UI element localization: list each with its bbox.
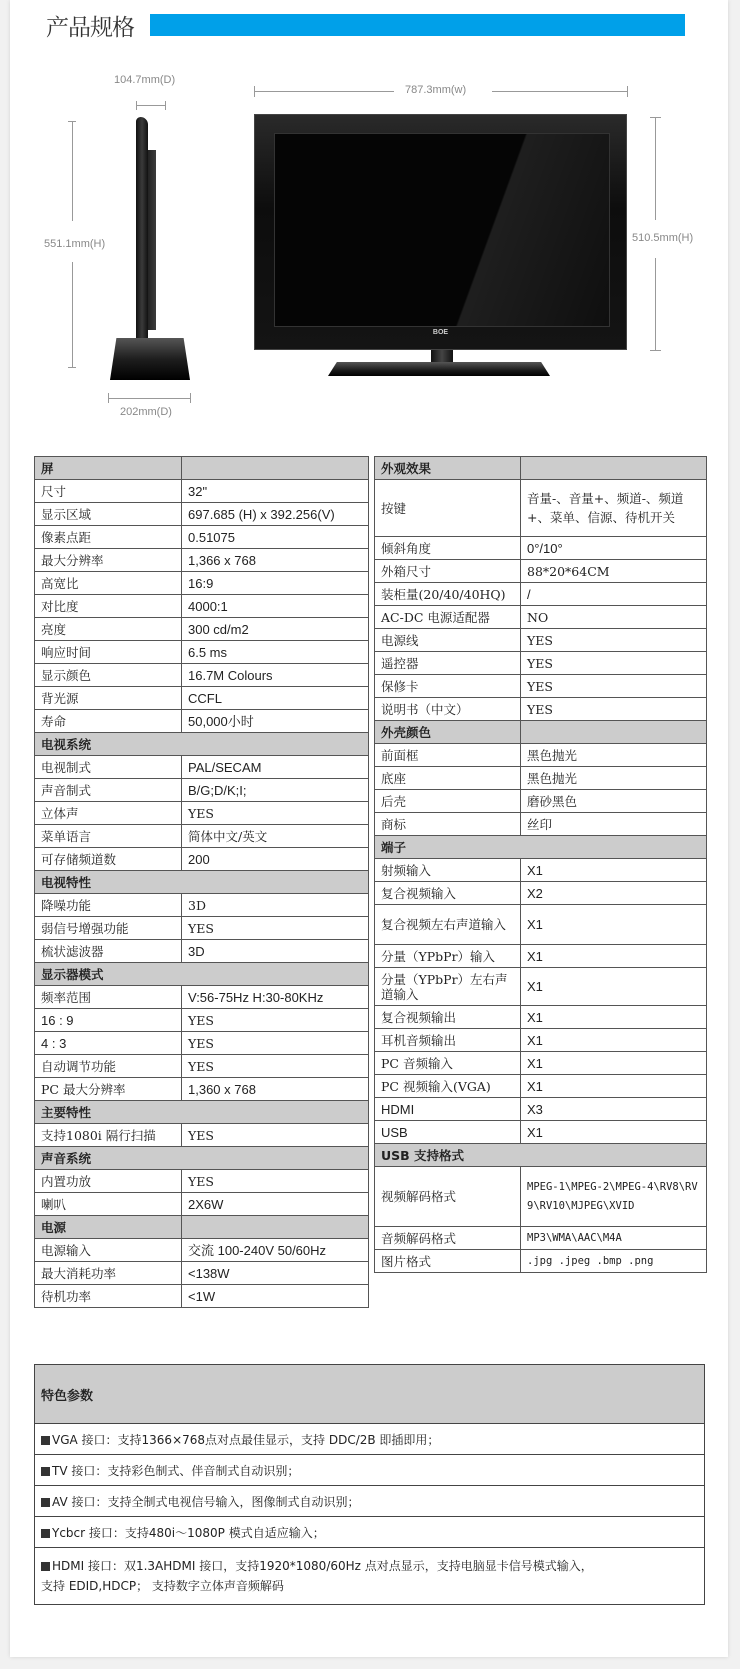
table-row <box>35 1032 369 1055</box>
spec-label: 16 : 9 <box>35 1009 182 1032</box>
side-height-line-top <box>72 121 73 221</box>
table-row <box>35 825 369 848</box>
spec-label: 尺寸 <box>35 480 182 503</box>
table-row <box>35 1193 369 1216</box>
table-row <box>375 1121 707 1144</box>
spec-label: 最大分辨率 <box>35 549 182 572</box>
table-row <box>375 629 707 652</box>
table-row <box>35 1124 369 1147</box>
table-row <box>375 1052 707 1075</box>
page-title: 产品规格 <box>46 15 134 41</box>
table-row <box>35 1055 369 1078</box>
spec-label: 亮度 <box>35 618 182 641</box>
spec-label: 寿命 <box>35 710 182 733</box>
front-height-tick-top <box>650 117 661 118</box>
spec-value: 4000:1 <box>182 595 369 618</box>
side-height-tick-bottom <box>68 367 76 368</box>
side-depth-tick-left <box>136 101 137 110</box>
front-height-tick-bottom <box>650 350 661 351</box>
spec-table-right <box>374 456 707 1273</box>
section-header-row <box>35 963 369 986</box>
table-row <box>35 1078 369 1101</box>
spec-label: PC 最大分辨率 <box>35 1078 182 1101</box>
feature-item: AV 接口：支持全制式电视信号输入，图像制式自动识别； <box>35 1486 705 1517</box>
spec-value: 200 <box>182 848 369 871</box>
features-title: 特色参数 <box>35 1365 705 1424</box>
spec-value: 2X6W <box>182 1193 369 1216</box>
square-bullet-icon <box>41 1467 50 1476</box>
spec-label: 4 : 3 <box>35 1032 182 1055</box>
table-row <box>375 675 707 698</box>
spec-value: YES <box>521 629 707 652</box>
table-row <box>35 549 369 572</box>
spec-value: YES <box>521 675 707 698</box>
spec-label: 电源线 <box>375 629 521 652</box>
tv-front-view <box>254 114 627 350</box>
spec-value: 16:9 <box>182 572 369 595</box>
spec-value: X1 <box>521 1052 707 1075</box>
section-title: 电视系统 <box>35 733 369 756</box>
spec-value: 3D <box>182 894 369 917</box>
spec-value: YES <box>182 1124 369 1147</box>
spec-table-left <box>34 456 369 1308</box>
spec-label: PC 视频输入(VGA) <box>375 1075 521 1098</box>
spec-label: 高宽比 <box>35 572 182 595</box>
spec-label: 装柜量(20/40/40HQ) <box>375 583 521 606</box>
section-blank-cell <box>521 721 707 744</box>
section-blank-cell <box>182 1216 369 1239</box>
side-base-label: 202mm(D) <box>120 406 172 418</box>
table-row <box>375 652 707 675</box>
table-row <box>35 756 369 779</box>
table-row <box>35 1009 369 1032</box>
front-height-line-bottom <box>655 258 656 351</box>
spec-value: MPEG-1\MPEG-2\MPEG-4\RV8\RV9\RV10\MJPEG\XVID <box>521 1167 707 1227</box>
section-header-row <box>35 457 369 480</box>
table-row <box>35 480 369 503</box>
spec-label: AC-DC 电源适配器 <box>375 606 521 629</box>
spec-value: 50,000小时 <box>182 710 369 733</box>
table-row <box>35 848 369 871</box>
front-width-tick-left <box>254 86 255 97</box>
spec-label: PC 音频输入 <box>375 1052 521 1075</box>
side-height-line-bottom <box>72 262 73 367</box>
feature-item: VGA 接口：支持1366×768点对点最佳显示，支持 DDC/2B 即插即用； <box>35 1424 705 1455</box>
spec-label: 背光源 <box>35 687 182 710</box>
section-header-row <box>35 871 369 894</box>
tv-side-back <box>148 150 156 330</box>
feature-item: TV 接口：支持彩色制式、伴音制式自动识别； <box>35 1455 705 1486</box>
section-header-row <box>375 836 707 859</box>
spec-label: 电视制式 <box>35 756 182 779</box>
table-row <box>375 744 707 767</box>
spec-label: 立体声 <box>35 802 182 825</box>
spec-label: 声音制式 <box>35 779 182 802</box>
spec-value: 简体中文/英文 <box>182 825 369 848</box>
spec-value: X3 <box>521 1098 707 1121</box>
section-title: 电源 <box>35 1216 182 1239</box>
spec-label: 耳机音频输出 <box>375 1029 521 1052</box>
spec-label: 像素点距 <box>35 526 182 549</box>
section-header-row <box>35 1147 369 1170</box>
spec-value: X1 <box>521 968 707 1006</box>
spec-label: 可存储频道数 <box>35 848 182 871</box>
spec-value: YES <box>182 1170 369 1193</box>
spec-value: 88*20*64CM <box>521 560 707 583</box>
spec-label: 自动调节功能 <box>35 1055 182 1078</box>
spec-value: 300 cd/m2 <box>182 618 369 641</box>
spec-value: / <box>521 583 707 606</box>
table-row <box>35 1262 369 1285</box>
tv-side-view <box>136 117 148 367</box>
table-row <box>375 537 707 560</box>
spec-value: 16.7M Colours <box>182 664 369 687</box>
spec-label: 待机功率 <box>35 1285 182 1308</box>
table-row <box>35 917 369 940</box>
spec-value: 0°/10° <box>521 537 707 560</box>
table-row <box>375 1098 707 1121</box>
section-header-row <box>35 1101 369 1124</box>
side-depth-tick-right <box>165 101 166 110</box>
table-row <box>35 572 369 595</box>
side-height-tick-top <box>68 121 76 122</box>
square-bullet-icon <box>41 1562 50 1571</box>
spec-label: 复合视频输入 <box>375 882 521 905</box>
spec-label: 前面框 <box>375 744 521 767</box>
spec-value: X2 <box>521 882 707 905</box>
table-row <box>375 1075 707 1098</box>
spec-value: X1 <box>521 1075 707 1098</box>
table-row <box>375 583 707 606</box>
spec-label: USB <box>375 1121 521 1144</box>
section-blank-cell <box>521 457 707 480</box>
spec-value: 697.685 (H) x 392.256(V) <box>182 503 369 526</box>
table-row <box>375 1006 707 1029</box>
table-row <box>375 606 707 629</box>
spec-value: 0.51075 <box>182 526 369 549</box>
section-header-row <box>35 733 369 756</box>
front-width-line-left <box>254 91 394 92</box>
spec-label: 弱信号增强功能 <box>35 917 182 940</box>
table-row <box>375 945 707 968</box>
spec-value: 交流 100-240V 50/60Hz <box>182 1239 369 1262</box>
table-row <box>35 1239 369 1262</box>
section-header-row <box>375 1144 707 1167</box>
table-row <box>375 560 707 583</box>
square-bullet-icon <box>41 1529 50 1538</box>
table-row <box>375 905 707 945</box>
section-title: 声音系统 <box>35 1147 369 1170</box>
table-row <box>35 618 369 641</box>
table-row <box>35 1285 369 1308</box>
spec-label: 降噪功能 <box>35 894 182 917</box>
spec-label: 遥控器 <box>375 652 521 675</box>
side-depth-line <box>136 105 166 106</box>
feature-item: HDMI 接口：双1.3AHDMI 接口，支持1920*1080/60Hz 点对点显示，支持电脑显卡信号模式输入，支持 EDID,HDCP； 支持数字立体声音频解码 <box>35 1548 705 1605</box>
front-width-label: 787.3mm(w) <box>405 84 467 96</box>
spec-label: 说明书（中文） <box>375 698 521 721</box>
spec-value: 丝印 <box>521 813 707 836</box>
table-row <box>35 664 369 687</box>
title-accent-bar <box>150 14 685 36</box>
side-base-tick-right <box>190 393 191 403</box>
spec-label: 复合视频输出 <box>375 1006 521 1029</box>
spec-label: 梳状滤波器 <box>35 940 182 963</box>
spec-value: 1,366 x 768 <box>182 549 369 572</box>
table-row <box>375 859 707 882</box>
spec-value: PAL/SECAM <box>182 756 369 779</box>
spec-label: 射频输入 <box>375 859 521 882</box>
front-width-line-right <box>492 91 627 92</box>
spec-value: 黑色抛光 <box>521 767 707 790</box>
front-height-label: 510.5mm(H) <box>632 232 694 244</box>
spec-label: 显示区域 <box>35 503 182 526</box>
spec-label: 分量（YPbPr）输入 <box>375 945 521 968</box>
spec-value: X1 <box>521 1121 707 1144</box>
section-title: 主要特性 <box>35 1101 369 1124</box>
spec-label: 分量（YPbPr）左右声道输入 <box>375 968 521 1006</box>
spec-label: 外箱尺寸 <box>375 560 521 583</box>
section-header-row <box>375 721 707 744</box>
spec-value: 32" <box>182 480 369 503</box>
spec-label: 视频解码格式 <box>375 1167 521 1227</box>
table-row <box>375 1167 707 1227</box>
spec-label: 按键 <box>375 480 521 537</box>
table-row <box>35 526 369 549</box>
side-depth-label: 104.7mm(D) <box>114 74 176 86</box>
spec-value: V:56-75Hz H:30-80KHz <box>182 986 369 1009</box>
spec-label: 最大消耗功率 <box>35 1262 182 1285</box>
spec-label: 后壳 <box>375 790 521 813</box>
section-title: USB 支持格式 <box>375 1144 707 1167</box>
table-row <box>35 595 369 618</box>
section-title: 外观效果 <box>375 457 521 480</box>
spec-label: 显示颜色 <box>35 664 182 687</box>
spec-value: YES <box>182 1032 369 1055</box>
spec-value: 1,360 x 768 <box>182 1078 369 1101</box>
tv-brand-logo: BOE <box>432 329 449 336</box>
spec-value: X1 <box>521 905 707 945</box>
tv-screen <box>274 133 610 327</box>
spec-value: CCFL <box>182 687 369 710</box>
table-row <box>35 503 369 526</box>
section-title: 电视特性 <box>35 871 369 894</box>
section-title: 显示器模式 <box>35 963 369 986</box>
spec-label: 菜单语言 <box>35 825 182 848</box>
table-row <box>375 1227 707 1250</box>
table-row <box>35 641 369 664</box>
spec-value: X1 <box>521 1006 707 1029</box>
section-header-row <box>35 1216 369 1239</box>
spec-label: 电源输入 <box>35 1239 182 1262</box>
table-row <box>35 779 369 802</box>
spec-label: 支持1080i 隔行扫描 <box>35 1124 182 1147</box>
section-title: 外壳颜色 <box>375 721 521 744</box>
table-row <box>375 480 707 537</box>
spec-value: 3D <box>182 940 369 963</box>
spec-label: 对比度 <box>35 595 182 618</box>
spec-value: YES <box>182 802 369 825</box>
spec-label: 响应时间 <box>35 641 182 664</box>
section-blank-cell <box>182 457 369 480</box>
spec-label: 复合视频左右声道输入 <box>375 905 521 945</box>
spec-value: MP3\WMA\AAC\M4A <box>521 1227 707 1250</box>
section-header-row <box>375 457 707 480</box>
spec-label: HDMI <box>375 1098 521 1121</box>
tv-side-base <box>110 338 190 380</box>
spec-label: 内置功放 <box>35 1170 182 1193</box>
spec-label: 保修卡 <box>375 675 521 698</box>
spec-value: <1W <box>182 1285 369 1308</box>
section-title: 屏 <box>35 457 182 480</box>
square-bullet-icon <box>41 1498 50 1507</box>
spec-value: X1 <box>521 945 707 968</box>
spec-value: 6.5 ms <box>182 641 369 664</box>
table-row <box>35 802 369 825</box>
spec-label: 喇叭 <box>35 1193 182 1216</box>
table-row <box>375 767 707 790</box>
spec-label: 商标 <box>375 813 521 836</box>
side-base-tick-left <box>108 393 109 403</box>
spec-value: 磨砂黑色 <box>521 790 707 813</box>
spec-value: YES <box>182 1009 369 1032</box>
spec-label: 频率范围 <box>35 986 182 1009</box>
table-row <box>35 894 369 917</box>
table-row <box>35 1170 369 1193</box>
spec-value: YES <box>182 917 369 940</box>
table-row <box>375 1029 707 1052</box>
table-row <box>375 882 707 905</box>
table-row <box>375 1250 707 1273</box>
table-row <box>35 710 369 733</box>
table-row <box>375 968 707 1006</box>
spec-value: X1 <box>521 1029 707 1052</box>
section-title: 端子 <box>375 836 707 859</box>
side-base-line <box>108 398 190 399</box>
spec-value: X1 <box>521 859 707 882</box>
table-row <box>375 698 707 721</box>
front-width-tick-right <box>627 86 628 97</box>
spec-value: YES <box>182 1055 369 1078</box>
table-row <box>35 940 369 963</box>
side-height-label: 551.1mm(H) <box>44 238 106 250</box>
spec-value: 黑色抛光 <box>521 744 707 767</box>
table-row <box>375 790 707 813</box>
features-table <box>34 1364 705 1605</box>
spec-value: YES <box>521 698 707 721</box>
spec-label: 音频解码格式 <box>375 1227 521 1250</box>
front-height-line-top <box>655 117 656 220</box>
table-row <box>35 986 369 1009</box>
spec-value: B/G;D/K;I; <box>182 779 369 802</box>
table-row <box>375 813 707 836</box>
spec-label: 倾斜角度 <box>375 537 521 560</box>
spec-value: <138W <box>182 1262 369 1285</box>
spec-value: NO <box>521 606 707 629</box>
spec-value: .jpg .jpeg .bmp .png <box>521 1250 707 1273</box>
table-row <box>35 687 369 710</box>
spec-value: 音量-、音量+、频道-、频道+、菜单、信源、待机开关 <box>521 480 707 537</box>
tv-stand-base <box>328 362 550 376</box>
spec-value: YES <box>521 652 707 675</box>
feature-item: Ycbcr 接口：支持480i～1080P 模式自适应输入； <box>35 1517 705 1548</box>
spec-label: 图片格式 <box>375 1250 521 1273</box>
spec-label: 底座 <box>375 767 521 790</box>
square-bullet-icon <box>41 1436 50 1445</box>
